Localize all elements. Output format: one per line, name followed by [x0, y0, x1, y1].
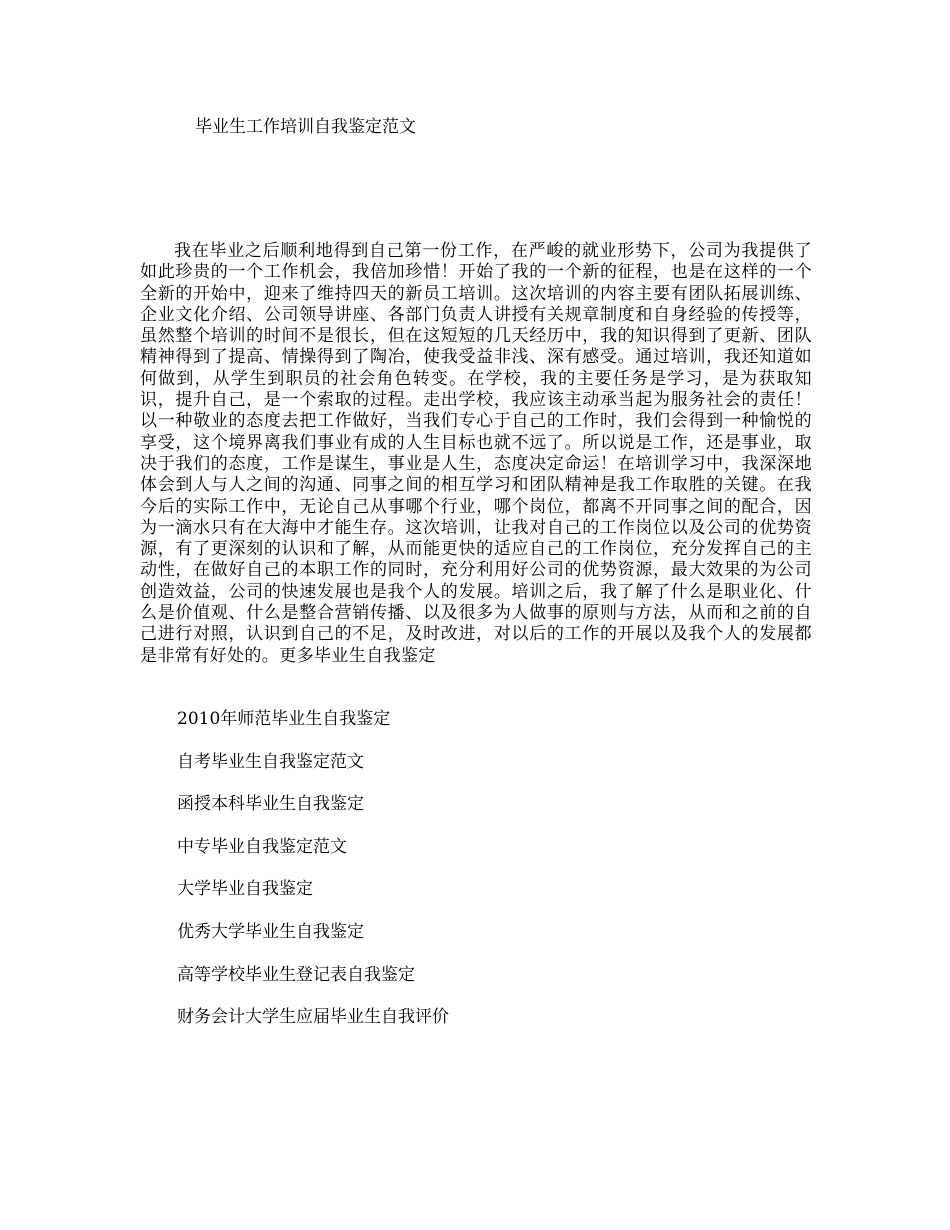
related-article-link[interactable]: 财务会计大学生应届毕业生自我评价 [177, 1007, 449, 1028]
related-article-link[interactable]: 优秀大学毕业生自我鉴定 [177, 921, 364, 942]
related-article-link[interactable]: 大学毕业自我鉴定 [177, 879, 313, 900]
related-article-link[interactable]: 2010年师范毕业生自我鉴定 [177, 709, 391, 729]
related-article-link[interactable]: 中专毕业自我鉴定范文 [177, 836, 347, 857]
document-body-paragraph: 我在毕业之后顺利地得到自己第一份工作，在严峻的就业形势下，公司为我提供了如此珍贵的一个工作机会，我倍加珍惜！开始了我的一个新的征程，也是在这样的一个全新的开始中，迎来了维持四天的新员工培训。这次培训的内容主要有团队拓展训练、企业文化介绍、公司领导讲座、各部门负责人讲授有关规章制度和自身经验的传授等，虽然整个培训的时间不是很长，但在这短短的几天经历中，我的知识得到了更新、团队精神得到了提高、情操得到了陶冶，使我受益非浅、深有感受。通过培训，我还知道如何做到，从学生到职员的社会角色转变。在学校，我的主要任务是学习，是为获取知识，提升自己，是一个索取的过程。走出学校，我应该主动承当起为服务社会的责任！以一种敬业的态度去把工作做好，当我们专心于自己的工作时，我们会得到一种愉悦的享受，这个境界离我们事业有成的人生目标也就不远了。所以说是工作，还是事业，取决于我们的态度，工作是谋生，事业是人生，态度决定命运！在培训学习中，我深深地体会到人与人之间的沟通、同事之间的相互学习和团队精神是我工作取胜的关键。在我今后的实际工作中，无论自己从事哪个行业，哪个岗位，都离不开同事之间的配合，因为一滴水只有在大海中才能生存。这次培训，让我对自己的工作岗位以及公司的优势资源，有了更深刻的认识和了解，从而能更快的适应自己的工作岗位，充分发挥自己的主动性，在做好自己的本职工作的同时，充分利用好公司的优势资源，最大效果的为公司创造效益，公司的快速发展也是我个人的发展。培训之后，我了解了什么是职业化、什么是价值观、什么是整合营销传播、以及很多为人做事的原则与方法，从而和之前的自己进行对照，认识到自己的不足，及时改进，对以后的工作的开展以及我个人的发展都是非常有好处的。更多毕业生自我鉴定 [140, 241, 812, 666]
related-article-link[interactable]: 函授本科毕业生自我鉴定 [177, 794, 364, 815]
document-title: 毕业生工作培训自我鉴定范文 [195, 117, 416, 137]
related-article-link[interactable]: 高等学校毕业生登记表自我鉴定 [177, 964, 415, 985]
related-articles-list [177, 708, 449, 1049]
related-article-link[interactable]: 自考毕业生自我鉴定范文 [177, 751, 364, 772]
